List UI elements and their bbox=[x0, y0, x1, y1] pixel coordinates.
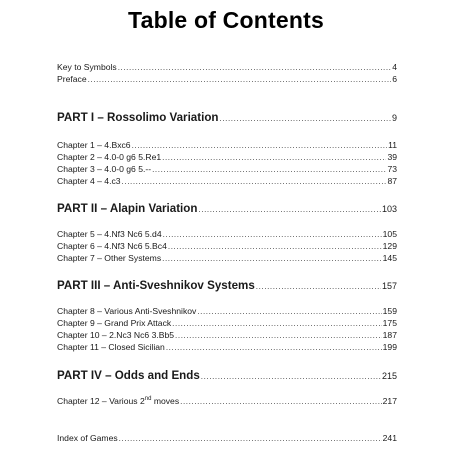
toc-part-label: PART II – Alapin Variation bbox=[57, 202, 198, 215]
dot-leader bbox=[88, 74, 392, 85]
toc-entry-page: 159 bbox=[382, 306, 397, 316]
toc-entry-page: 11 bbox=[388, 140, 397, 150]
toc-part-2[interactable] bbox=[57, 202, 397, 216]
dot-leader bbox=[168, 241, 382, 252]
toc-entry-page: 241 bbox=[382, 433, 397, 443]
toc-entry-label: Chapter 5 – 4.Nf3 Nc6 5.d4 bbox=[57, 229, 162, 239]
toc-entry-label: Chapter 6 – 4.Nf3 Nc6 5.Bc4 bbox=[57, 241, 167, 251]
toc-entry-page: 217 bbox=[382, 396, 397, 406]
toc-entry-page: 175 bbox=[382, 318, 397, 328]
dot-leader bbox=[180, 396, 382, 407]
toc-entry-chapter-9[interactable] bbox=[57, 318, 397, 329]
toc-entry-chapter-12[interactable] bbox=[57, 396, 397, 407]
toc-entry-chapter-5[interactable] bbox=[57, 229, 397, 240]
dot-leader bbox=[132, 140, 388, 151]
toc-part-3[interactable] bbox=[57, 279, 397, 293]
toc-entry-label: Chapter 8 – Various Anti-Sveshnikov bbox=[57, 306, 197, 316]
dot-leader bbox=[119, 433, 382, 444]
toc-entry-page: 145 bbox=[382, 253, 397, 263]
toc-entry-chapter-6[interactable] bbox=[57, 241, 397, 252]
toc-entry-page: 87 bbox=[387, 176, 397, 186]
toc-entry-label: Chapter 7 – Other Systems bbox=[57, 253, 162, 263]
toc-part-label: PART III – Anti-Sveshnikov Systems bbox=[57, 279, 255, 292]
toc-entry-page: 73 bbox=[387, 164, 397, 174]
toc-entry-key-to-symbols[interactable] bbox=[57, 62, 397, 73]
dot-leader bbox=[163, 229, 382, 240]
toc-entry-page: 4 bbox=[392, 62, 397, 72]
page-title: Table of Contents bbox=[128, 7, 324, 33]
toc-entry-page: 6 bbox=[392, 74, 397, 84]
toc-entry-label: Preface bbox=[57, 74, 87, 84]
dot-leader bbox=[152, 164, 386, 175]
toc-entry-chapter-4[interactable] bbox=[57, 176, 397, 187]
toc-entry-chapter-11[interactable] bbox=[57, 342, 397, 353]
toc-entry-label: Chapter 4 – 4.c3 bbox=[57, 176, 121, 186]
toc-entry-label: Chapter 2 – 4.0-0 g6 5.Re1 bbox=[57, 152, 162, 162]
dot-leader bbox=[166, 342, 382, 353]
toc-entry-chapter-8[interactable] bbox=[57, 306, 397, 317]
toc-part-1[interactable] bbox=[57, 111, 397, 125]
toc-entry-label-main: Chapter 12 – Various 2 bbox=[57, 396, 145, 406]
dot-leader bbox=[197, 306, 381, 317]
toc-entry-label: Chapter 10 – 2.Nc3 Nc6 3.Bb5 bbox=[57, 330, 175, 340]
toc-entry-chapter-7[interactable] bbox=[57, 253, 397, 264]
toc-entry-page: 39 bbox=[387, 152, 397, 162]
ordinal-suffix: nd bbox=[144, 396, 152, 403]
dot-leader bbox=[198, 202, 381, 216]
dot-leader bbox=[175, 330, 382, 341]
toc-part-page: 157 bbox=[381, 281, 397, 291]
toc-entry-label: Chapter 1 – 4.Bxc6 bbox=[57, 140, 131, 150]
toc-entry-chapter-2[interactable] bbox=[57, 152, 397, 163]
toc-part-page: 9 bbox=[391, 113, 397, 123]
dot-leader bbox=[122, 176, 387, 187]
toc-entry-label bbox=[57, 396, 179, 407]
toc-entry-label: Index of Games bbox=[57, 433, 118, 443]
toc-entry-chapter-3[interactable] bbox=[57, 164, 397, 175]
dot-leader bbox=[201, 369, 381, 383]
dot-leader bbox=[256, 279, 381, 293]
toc-entry-page: 199 bbox=[382, 342, 397, 352]
dot-leader bbox=[118, 62, 392, 73]
toc-entry-page: 129 bbox=[382, 241, 397, 251]
toc-entry-label: Chapter 3 – 4.0-0 g6 5.-- bbox=[57, 164, 152, 174]
toc-entry-chapter-10[interactable] bbox=[57, 330, 397, 341]
toc-entry-page: 187 bbox=[382, 330, 397, 340]
dot-leader bbox=[172, 318, 381, 329]
toc-part-page: 215 bbox=[381, 371, 397, 381]
toc-entry-page: 105 bbox=[382, 229, 397, 239]
toc-entry-label-tail: moves bbox=[151, 396, 180, 406]
toc-part-4[interactable] bbox=[57, 369, 397, 383]
toc-entry-index-of-games[interactable] bbox=[57, 433, 397, 444]
toc-entry-label: Chapter 11 – Closed Sicilian bbox=[57, 342, 165, 352]
dot-leader bbox=[162, 253, 382, 264]
dot-leader bbox=[220, 111, 391, 125]
toc-part-page: 103 bbox=[381, 204, 397, 214]
toc-entry-label: Chapter 9 – Grand Prix Attack bbox=[57, 318, 172, 328]
toc-part-label: PART I – Rossolimo Variation bbox=[57, 111, 219, 124]
toc-entry-preface[interactable] bbox=[57, 74, 397, 85]
dot-leader bbox=[162, 152, 386, 163]
toc-entry-label: Key to Symbols bbox=[57, 62, 117, 72]
toc-part-label: PART IV – Odds and Ends bbox=[57, 369, 200, 382]
toc-entry-chapter-1[interactable] bbox=[57, 140, 397, 151]
